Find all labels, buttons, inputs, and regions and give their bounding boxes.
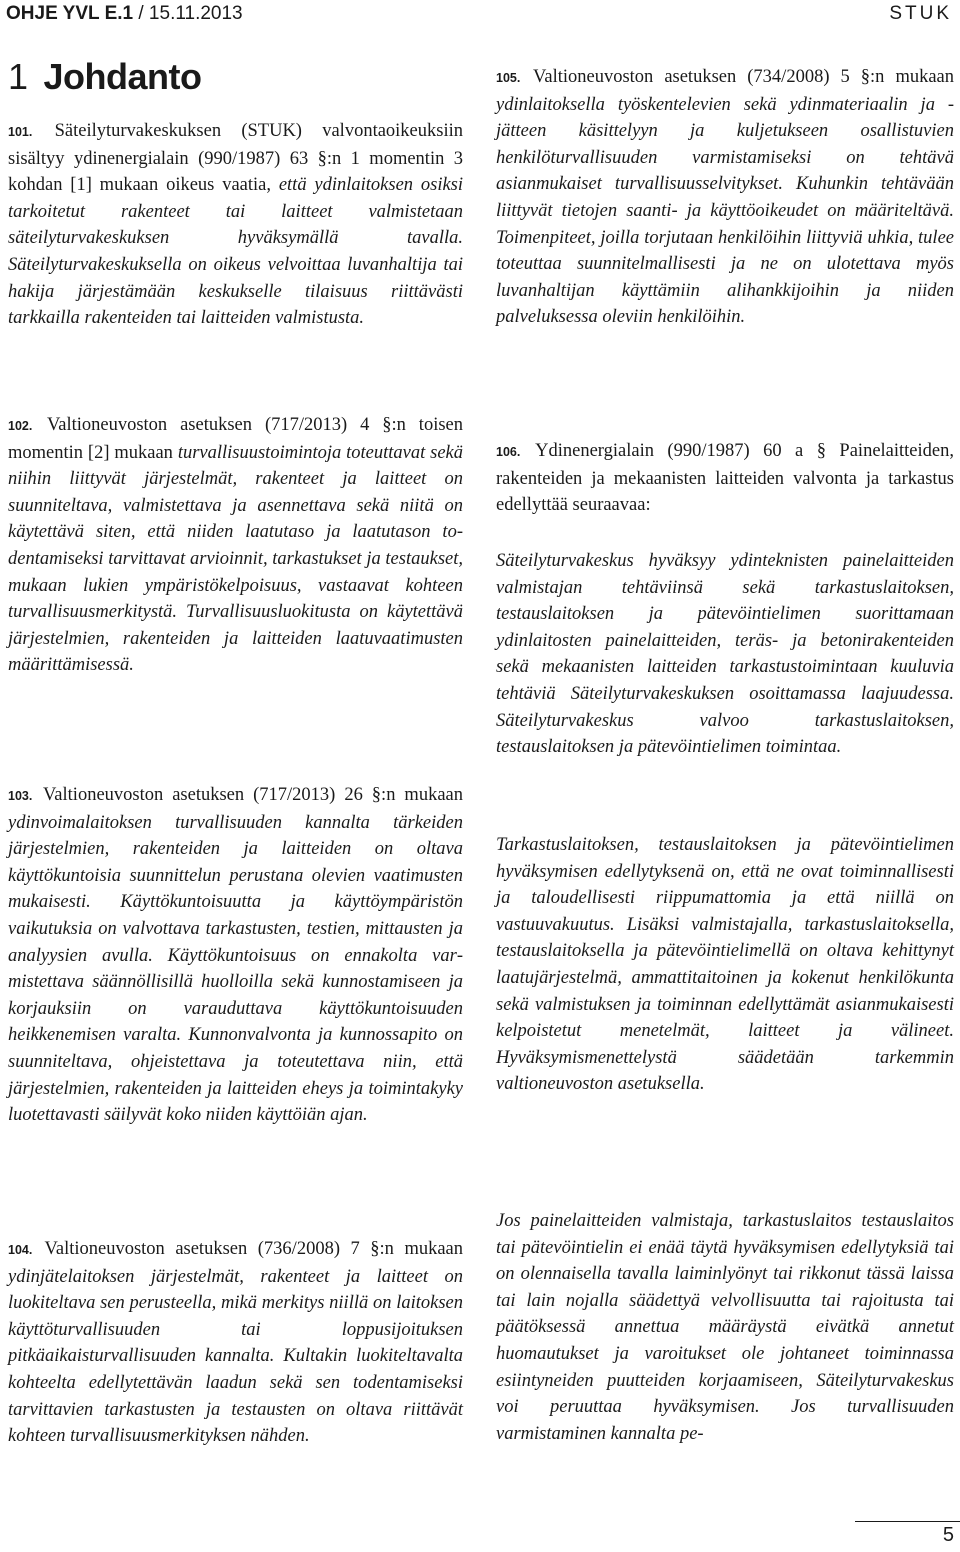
paragraph-101 <box>8 118 463 332</box>
paragraph-103 <box>8 782 463 1129</box>
org-name: STUK <box>889 3 952 24</box>
paragraph-105 <box>496 64 954 331</box>
paragraph-text: Ydinenergialain (990/1987) 60 a § Painelaitteiden, rakenteiden ja mekaanisten laitteiden valvonta ja tarkastus edellyttää seuraavaa: <box>496 441 954 516</box>
paragraph-number: 106. <box>496 445 521 459</box>
paragraph-number: 101. <box>8 125 33 139</box>
paragraph-text: Säteilyturvakeskuksen (STUK) valvontaoikeuksiin sisältyy ydinenergialain (990/1987) 63 §:n 1 momentin 3 kohdan [1] mukaan oikeus vaatia, <box>8 121 463 196</box>
paragraph-text: Valtioneuvoston asetuksen (736/2008) 7 §:n mukaan <box>44 1239 464 1259</box>
quoted-law-paragraph-1 <box>496 548 954 761</box>
quoted-law-paragraph-3 <box>496 1208 954 1447</box>
paragraph-104 <box>8 1236 463 1450</box>
header-doc-ref <box>6 3 243 25</box>
paragraph-text: Valtioneuvoston asetuksen (717/2013) 4 §:n toisen momentin [2] mukaan <box>8 415 463 463</box>
paragraph-text-italic: että ydinlaitoksen osiksi tarkoitetut rakenteet tai laitteet valmistetaan säteilyturvakeskuksen hyväksymällä tavalla. Säteilyturvakeskuksella on oikeus velvoittaa luvanhaltija tai hakija järjestämään keskukselle tilaisuus riittävästi tarkkailla rakenteiden tai laitteiden valmistusta. <box>8 175 464 329</box>
paragraph-text: Valtioneuvoston asetuksen (717/2013) 26 §:n mukaan <box>43 785 463 805</box>
paragraph-text-italic: turvallisuustoimintoja toteuttavat sekä niihin liittyvät järjestelmät, rakenteet ja laitteet on suunniteltava, valmistettava ja asennettava sekä niitä on käytettävä siten, että niiden laatutaso ja laatutason todentamiseksi tarvittavat arvioinnit, tarkastukset ja testaukset, mukaan lukien ympäristökelpoisuus, vastaavat kohteen turvallisuusmerkitystä. Turvallisuusluokitusta on käytettävä järjestelmien, rakenteiden ja laitteiden laatuvaatimusten määrittämisessä. <box>8 442 463 676</box>
paragraph-text-italic: ydinvoimalaitoksen turvallisuuden kannalta tärkeiden järjestelmien, rakenteiden ja laitteiden on oltava käyttökuntoisia suunnittelun perustana olevien vaatimusten mukaisesti. Käyttökuntoisuutta ja käyttöympäristön vaikutuksia on valvottava tarkastusten, testien, mittausten ja analyysien avulla. Käyttökuntoisuus on ennakolta varmistettava säännöllisillä huolloilla sekä kunnostamiseen ja korjauksiin on varauduttava käyttökuntoisuuden heikkenemisen varalta. Kunnonvalvonta ja kunnossapito on suunniteltava, ohjeistettava ja toteutettava niin, että järjestelmien, rakenteiden ja laitteiden eheys ja toimintakyky luotettavasti säilyvät koko niiden käyttöiän ajan. <box>8 812 463 1126</box>
paragraph-text-italic: ydinlaitoksella työskentelevien sekä ydinmateriaalin ja -jätteen käsittelyyn ja kuljetukseen osallistuvien henkilöturvallisuuden varmistamiseksi on tehtävä asianmukaiset turvallisuusselvitykset. Kuhunkin tehtävään liittyvät tietojen saanti- ja käyttöoikeudet on määriteltävä. Toimenpiteet, joilla torjutaan henkilöihin liittyviä uhkia, tulee toteuttaa suunnitelmallisesti ja ne on ulotettava myös luvanhaltijan käyttämiin alihankkijoihin ja niiden palveluksessa oleviin henkilöihin. <box>496 94 954 328</box>
running-header <box>6 3 952 33</box>
quote-text: Jos painelaitteiden valmistaja, tarkastuslaitos testauslaitos tai pätevöintielin ei enää täytä hyväksymisen edellytyksiä tai on olennaisella tavalla laiminlyönyt tai rikkonut tässä laissa tai lain nojalla säädettyä velvollisuutta tai rajoitusta tai päätöksessä annettua määräystä eivätkä annetut huomautukset ja varoitukset ole johtaneet toiminnassa esiintyneiden puutteiden korjaamiseen, Säteilyturvakeskus voi peruuttaa hyväksymisen. Jos turvallisuuden varmistaminen kannalta pe- <box>496 1211 954 1444</box>
chapter-heading <box>8 56 202 98</box>
quote-text: Säteilyturvakeskus hyväksyy ydinteknisten painelaitteiden valmistajan tehtäviinsä sekä tarkastuslaitoksen, testauslaitoksen ja pätevöintielimen suorittamaan ydinlaitosten painelaitteiden, teräs- ja betonirakenteiden sekä mekaanisten laitteiden tarkastustoimintaan kuuluvia tehtäviä Säteilyturvakeskuksen osoittamassa laajuudessa. Säteilyturvakeskus valvoo tarkastuslaitoksen, testauslaitoksen ja pätevöintielimen toimintaa. <box>496 551 954 758</box>
paragraph-102 <box>8 412 463 679</box>
paragraph-number: 104. <box>8 1243 33 1257</box>
quote-text: Tarkastuslaitoksen, testauslaitoksen ja pätevöintielimen hyväksymisen edellytyksenä on, että ne ovat toiminnallisesti ja taloudellisesti riippumattomia ja että niillä on vastuuvakuutus. Lisäksi valmistajalla, tarkastuslaitoksella, testauslaitoksella ja pätevöintielimellä on oltava kehittynyt laatujärjestelmä, ammattitaitoinen ja kokenut henkilökunta sekä valmistuksen ja toiminnan edellyttämät asianmukaisesti kelpoistetut menetelmät, laitteet ja välineet. Hyväksymismenettelystä säädetään tarkemmin valtioneuvoston asetuksella. <box>496 835 954 1095</box>
paragraph-text-italic: ydinjätelaitoksen järjestelmät, rakenteet ja laitteet on luokiteltava sen perusteella, mikä merkitys niillä on laitoksen käyttöturvallisuuden tai loppusijoituksen pitkäaikaisturvallisuuden kannalta. Kultakin luokiteltavalta kohteelta edellytettävän laadun sekä sen todentamiseksi tarvittavien tarkastusten ja testausten on oltava riittävät kohteen turvallisuusmerkityksen nähden. <box>8 1266 463 1447</box>
paragraph-number: 102. <box>8 419 33 433</box>
doc-id: OHJE YVL E.1 <box>6 3 134 24</box>
footer-rule <box>855 1521 960 1522</box>
page-number: 5 <box>942 1524 954 1546</box>
paragraph-106 <box>496 438 954 519</box>
paragraph-number: 105. <box>496 71 521 85</box>
paragraph-text: Valtioneuvoston asetuksen (734/2008) 5 §:n mukaan <box>533 67 955 87</box>
chapter-title: Johdanto <box>43 56 202 97</box>
doc-date: / 15.11.2013 <box>138 3 243 24</box>
chapter-number: 1 <box>8 56 28 97</box>
quoted-law-paragraph-2 <box>496 832 954 1098</box>
paragraph-number: 103. <box>8 789 33 803</box>
